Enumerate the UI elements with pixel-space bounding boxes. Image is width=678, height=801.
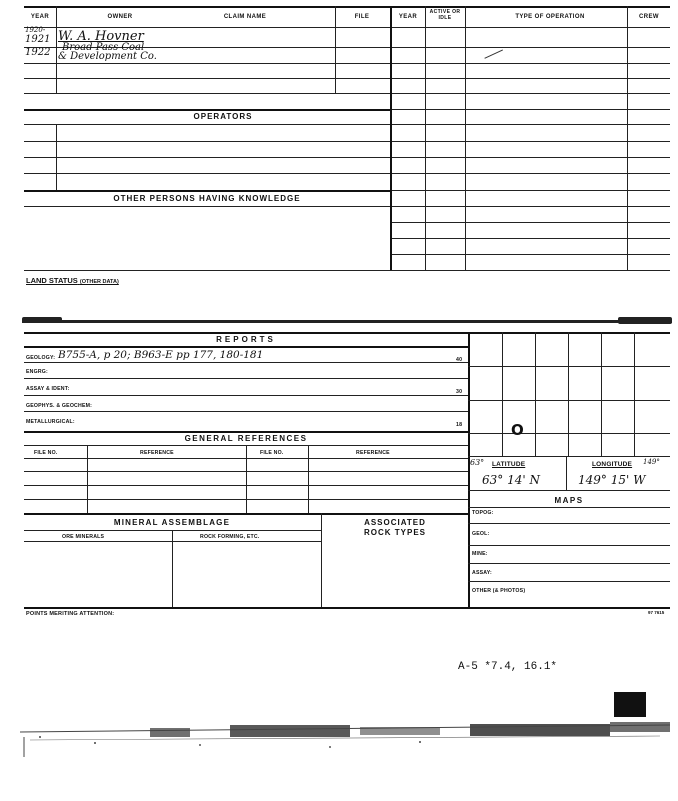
latitude-label: LATITUDE — [492, 461, 526, 468]
associated-rock-types-2: ROCK TYPES — [363, 528, 426, 537]
header-ops-year: YEAR — [398, 14, 418, 20]
claim-year-1: 1920- — [25, 26, 46, 34]
rock-forming-header: ROCK FORMING, ETC. — [200, 534, 260, 540]
ore-minerals-header: ORE MINERALS — [62, 534, 105, 540]
latitude-value: 63° 14' N — [482, 473, 540, 487]
report-code-geology: 40 — [456, 357, 463, 363]
scan-noise-band — [0, 712, 678, 762]
header-file: FILE — [354, 14, 370, 20]
ref-header-reference-2: REFERENCE — [356, 450, 390, 456]
longitude-label: LONGITUDE — [592, 461, 633, 468]
maps-other: OTHER (& PHOTOS) — [472, 588, 526, 594]
other-persons-title: OTHER PERSONS HAVING KNOWLEDGE — [113, 194, 301, 203]
report-label-engrg: ENGRG: — [26, 369, 48, 375]
reports-title: REPORTS — [216, 335, 276, 344]
lat-prefix: 63° — [470, 458, 485, 467]
maps-mine: MINE: — [472, 551, 488, 557]
land-status-title: LAND STATUS — [26, 276, 78, 285]
maps-assay: ASSAY: — [472, 570, 492, 576]
separator-right-blob — [618, 317, 672, 324]
associated-rock-types-1: ASSOCIATED — [364, 518, 426, 527]
maps-title: MAPS — [554, 496, 584, 505]
ref-header-file-no-1: FILE NO. — [34, 450, 58, 456]
header-owner: OWNER — [107, 14, 133, 20]
land-status-label — [26, 276, 119, 285]
report-value-geology: B755-A, p 20; B963-E pp 177, 180-181 — [58, 349, 264, 361]
header-year: YEAR — [30, 14, 50, 20]
report-label-geology: GEOLOGY: — [26, 355, 56, 361]
mineral-assemblage-title: MINERAL ASSEMBLAGE — [113, 518, 231, 527]
claim-year-2: 1921 — [25, 34, 51, 45]
maps-geol: GEOL: — [472, 531, 490, 537]
report-label-assay: ASSAY & IDENT: — [26, 386, 70, 392]
grid-mark: O — [511, 421, 524, 439]
longitude-value: 149° 15' W — [578, 473, 646, 487]
points-meriting-attention: POINTS MERITING ATTENTION: — [26, 611, 115, 617]
maps-topog: TOPOG: — [472, 510, 494, 516]
separator-left-blob — [22, 317, 62, 323]
owner-name: W. A. Hovner — [58, 29, 144, 44]
report-code-assay: 30 — [456, 389, 463, 395]
claim-year-3: 1922 — [25, 47, 51, 58]
operators-title: OPERATORS — [193, 112, 253, 121]
typed-note: A-5 *7.4, 16.1* — [458, 661, 558, 673]
land-status-sub: (OTHER DATA) — [79, 279, 119, 285]
report-label-geophys: GEOPHYS. & GEOCHEM: — [26, 403, 93, 409]
lon-note: 149° — [643, 458, 660, 466]
form-number: 97 7615 — [648, 610, 665, 615]
report-label-metallurgical: METALLURGICAL: — [26, 419, 75, 425]
header-active-or-idle: ACTIVE OR IDLE — [429, 9, 461, 21]
owner-company-line2: & Development Co. — [58, 51, 157, 62]
general-references-title: GENERAL REFERENCES — [184, 434, 308, 443]
check-mark — [481, 42, 503, 59]
header-claim-name: CLAIM NAME — [223, 14, 267, 20]
owner-company-line1: Broad Pass Coal — [62, 42, 145, 53]
report-code-metallurgical: 18 — [456, 422, 463, 428]
header-crew: CREW — [639, 14, 659, 20]
ref-header-reference-1: REFERENCE — [140, 450, 174, 456]
separator-bar — [22, 320, 672, 323]
ref-header-file-no-2: FILE NO. — [260, 450, 284, 456]
header-type-of-operation: TYPE OF OPERATION — [515, 14, 585, 20]
